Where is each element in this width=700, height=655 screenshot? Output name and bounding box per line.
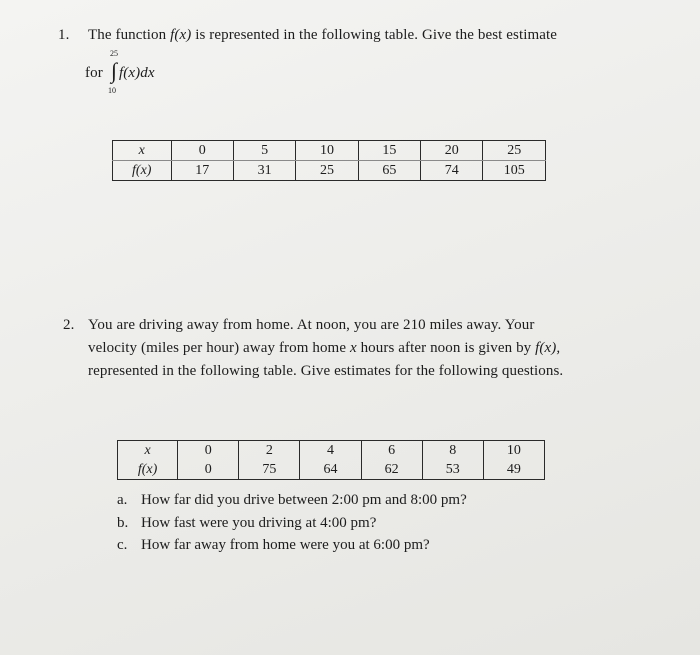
- fx-value-cell: 105: [483, 161, 546, 181]
- x-header-cell: x: [118, 441, 178, 461]
- problem-1-for-label: for: [85, 65, 103, 81]
- line-2-mid: hours after noon is given by: [360, 340, 532, 356]
- subquestion-a: [117, 489, 467, 511]
- subquestion-b: [117, 512, 376, 534]
- problem-2-number: 2.: [63, 317, 75, 333]
- integral-lower-limit: 10: [108, 86, 116, 95]
- problem-2-table: [117, 440, 545, 480]
- fx-value-cell: 0: [178, 460, 239, 480]
- x-value-cell: 0: [171, 141, 233, 161]
- fx-value-cell: 53: [422, 460, 483, 480]
- subquestion-text: How far away from home were you at 6:00 pm?: [141, 537, 430, 553]
- fx-header-cell: f(x): [118, 460, 178, 480]
- fx-value-cell: 31: [233, 161, 295, 181]
- fx-value-cell: 49: [483, 460, 544, 480]
- x-value-cell: 25: [483, 141, 546, 161]
- subquestion-label: a.: [117, 492, 128, 508]
- fx-value-cell: 65: [358, 161, 420, 181]
- fx-header-cell: f(x): [113, 161, 172, 181]
- table-row: [118, 441, 545, 461]
- x-value-cell: 5: [233, 141, 295, 161]
- problem-1-table: [112, 140, 546, 181]
- problem-1-text-after: is represented in the following table. Give the best estimate: [195, 27, 558, 43]
- fx-value-cell: 62: [361, 460, 422, 480]
- problem-1-number: 1.: [58, 27, 70, 43]
- problem-2-line-2: [88, 337, 628, 360]
- x-value-cell: 15: [358, 141, 420, 161]
- x-value-cell: 10: [296, 141, 358, 161]
- integrand: f(x)dx: [119, 65, 155, 81]
- function-fx: f(x),: [535, 340, 561, 356]
- fx-value-cell: 74: [421, 161, 483, 181]
- fx-value-cell: 75: [239, 460, 300, 480]
- integral-sign: ∫: [111, 58, 118, 83]
- x-value-cell: 4: [300, 441, 361, 461]
- problem-2-statement: [88, 314, 628, 383]
- problem-1-fx: f(x): [170, 27, 192, 43]
- subquestion-text: How far did you drive between 2:00 pm and 8:00 pm?: [141, 492, 467, 508]
- variable-x: x: [349, 340, 357, 356]
- problem-1-statement: [88, 24, 557, 47]
- table-row: [113, 141, 546, 161]
- x-header-cell: x: [113, 141, 172, 161]
- problem-2-line-1: You are driving away from home. At noon, you are 210 miles away. Your: [88, 317, 535, 333]
- x-value-cell: 8: [422, 441, 483, 461]
- fx-value-cell: 64: [300, 460, 361, 480]
- integral-upper-limit: 25: [110, 49, 118, 58]
- subquestion-c: [117, 534, 430, 556]
- line-2-before: velocity (miles per hour) away from home: [88, 340, 347, 356]
- subquestion-label: c.: [117, 537, 128, 553]
- table-row: [113, 161, 546, 181]
- fx-value-cell: 25: [296, 161, 358, 181]
- problem-1-text-before: The function: [88, 27, 167, 43]
- table-row: [118, 460, 545, 480]
- subquestion-label: b.: [117, 515, 129, 531]
- x-value-cell: 2: [239, 441, 300, 461]
- x-value-cell: 20: [421, 141, 483, 161]
- x-value-cell: 10: [483, 441, 544, 461]
- x-value-cell: 0: [178, 441, 239, 461]
- fx-value-cell: 17: [171, 161, 233, 181]
- subquestion-text: How fast were you driving at 4:00 pm?: [141, 515, 377, 531]
- problem-2-line-3: represented in the following table. Give estimates for the following questions.: [88, 363, 564, 379]
- x-value-cell: 6: [361, 441, 422, 461]
